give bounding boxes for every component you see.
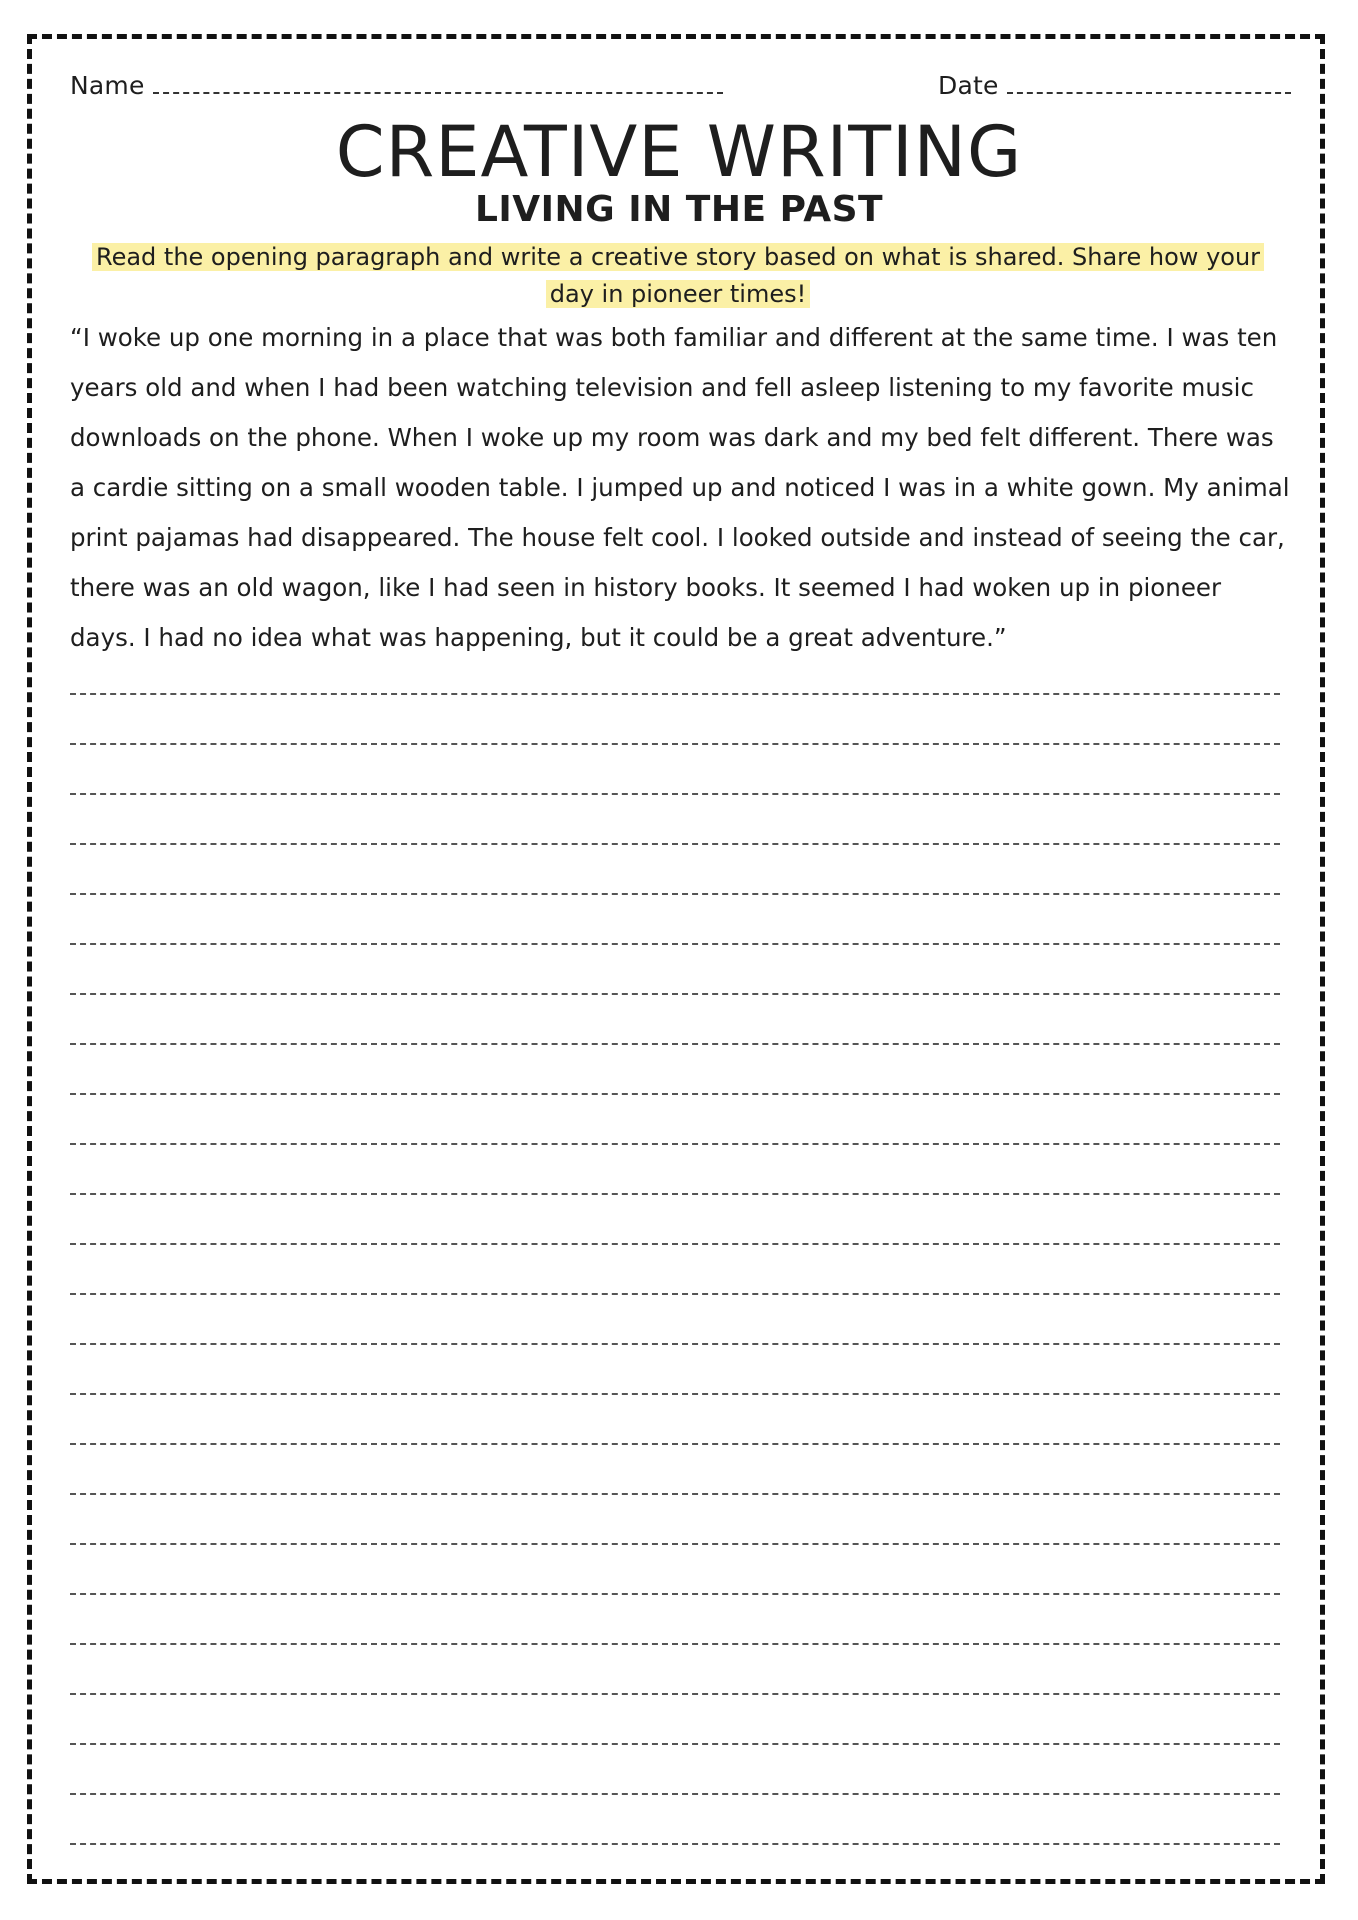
writing-line[interactable]	[70, 693, 1280, 695]
date-line[interactable]	[1007, 92, 1291, 94]
instructions	[70, 239, 1286, 313]
writing-line[interactable]	[70, 1743, 1280, 1745]
writing-line[interactable]	[70, 893, 1280, 895]
writing-line[interactable]	[70, 1093, 1280, 1095]
writing-line[interactable]	[70, 1843, 1280, 1845]
writing-area[interactable]	[70, 693, 1280, 1893]
page-title: CREATIVE WRITING	[335, 111, 1023, 193]
name-field[interactable]	[70, 66, 723, 100]
page-subtitle: LIVING IN THE PAST	[474, 189, 884, 230]
writing-line[interactable]	[70, 1443, 1280, 1445]
name-label: Name	[70, 71, 145, 100]
date-field[interactable]	[938, 66, 1291, 100]
writing-line[interactable]	[70, 1693, 1280, 1695]
date-label: Date	[938, 71, 999, 100]
writing-line[interactable]	[70, 1343, 1280, 1345]
writing-line[interactable]	[70, 1543, 1280, 1545]
writing-line[interactable]	[70, 743, 1280, 745]
story-paragraph: “I woke up one morning in a place that was both familiar and different at the same time. I was ten years old and when I had been watching television and fell asleep listening to my favorite music downloads on the phone. When I woke up my room was dark and my bed felt different. There was a cardie sitting on a small wooden table. I jumped up and noticed I was in a white gown. My animal print pajamas had disappeared. The house felt cool. I looked outside and instead of seeing the car, there was an old wagon, like I had seen in history books. It seemed I had woken up in pioneer days. I had no idea what was happening, but it could be a great adventure.”	[70, 323, 1290, 652]
writing-line[interactable]	[70, 793, 1280, 795]
writing-line[interactable]	[70, 943, 1280, 945]
writing-line[interactable]	[70, 1393, 1280, 1395]
writing-line[interactable]	[70, 1293, 1280, 1295]
instructions-text: Read the opening paragraph and write a creative story based on what is shared. Share how your day in pioneer times!	[92, 243, 1264, 308]
writing-line[interactable]	[70, 1643, 1280, 1645]
writing-line[interactable]	[70, 1193, 1280, 1195]
writing-line[interactable]	[70, 1243, 1280, 1245]
writing-line[interactable]	[70, 1793, 1280, 1795]
writing-line[interactable]	[70, 1043, 1280, 1045]
writing-line[interactable]	[70, 1143, 1280, 1145]
writing-line[interactable]	[70, 1493, 1280, 1495]
writing-line[interactable]	[70, 843, 1280, 845]
name-line[interactable]	[153, 92, 723, 94]
writing-line[interactable]	[70, 993, 1280, 995]
writing-line[interactable]	[70, 1593, 1280, 1595]
